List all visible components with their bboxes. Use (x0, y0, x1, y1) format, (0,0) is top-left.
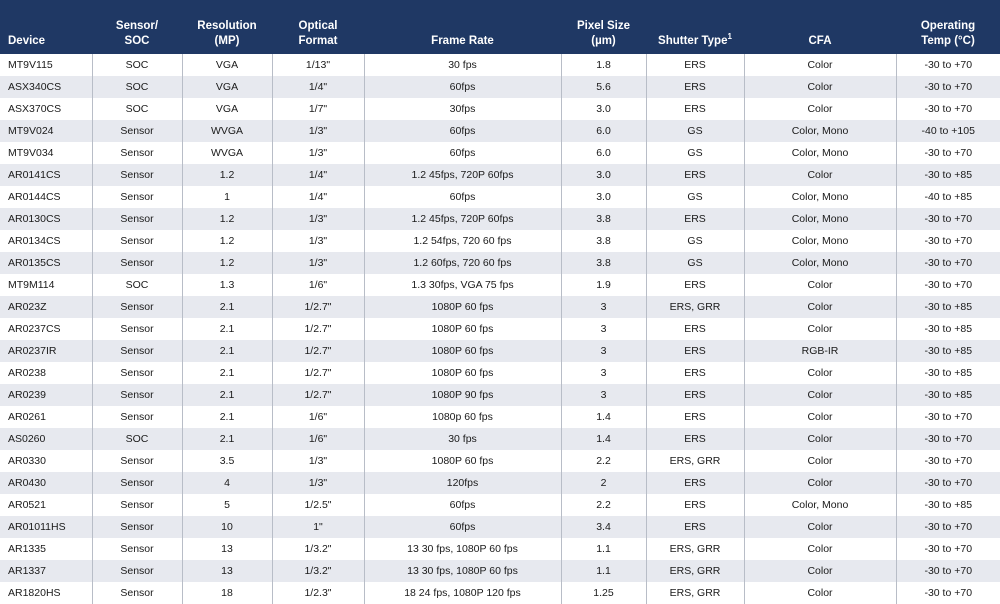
table-cell: ERS (646, 406, 744, 428)
table-cell: 1.25 (561, 582, 646, 604)
table-cell: 2.1 (182, 318, 272, 340)
table-cell: SOC (92, 54, 182, 76)
table-cell: 3 (561, 362, 646, 384)
table-row (0, 164, 1000, 186)
table-cell: Sensor (92, 296, 182, 318)
table-cell: Color, Mono (744, 142, 896, 164)
table-row (0, 142, 1000, 164)
table-cell: -30 to +85 (896, 362, 1000, 384)
table-cell: SOC (92, 98, 182, 120)
table-row (0, 538, 1000, 560)
table-cell: 1.1 (561, 538, 646, 560)
table-cell: 1080P 90 fps (364, 384, 561, 406)
table-cell: 1/2.7" (272, 362, 364, 384)
table-cell: 1.1 (561, 560, 646, 582)
table-cell: 60fps (364, 120, 561, 142)
table-cell: 13 (182, 560, 272, 582)
column-header-pixel-size-line1: Pixel Size (576, 20, 631, 33)
table-cell: WVGA (182, 120, 272, 142)
table-cell: 1/6" (272, 428, 364, 450)
table-cell: 2.1 (182, 296, 272, 318)
device-name-cell: AR0130CS (0, 208, 92, 230)
table-cell: Color, Mono (744, 230, 896, 252)
table-cell: 3 (561, 296, 646, 318)
table-body (0, 54, 1000, 604)
table-cell: 2.1 (182, 384, 272, 406)
table-cell: ERS (646, 384, 744, 406)
table-cell: 60fps (364, 76, 561, 98)
table-cell: Color, Mono (744, 252, 896, 274)
table-cell: 1/2.7" (272, 384, 364, 406)
table-row (0, 516, 1000, 538)
device-name-cell: AR0521 (0, 494, 92, 516)
table-row (0, 54, 1000, 76)
table-cell: 30 fps (364, 428, 561, 450)
table-cell: GS (646, 252, 744, 274)
table-cell: 1.2 60fps, 720 60 fps (364, 252, 561, 274)
table-row (0, 384, 1000, 406)
table-cell: -30 to +70 (896, 54, 1000, 76)
table-cell: Color (744, 560, 896, 582)
table-cell: 3 (561, 318, 646, 340)
column-header-pixel-size-line2: (µm) (591, 34, 616, 47)
table-cell: GS (646, 120, 744, 142)
table-cell: 1/3" (272, 252, 364, 274)
column-header-resolution (182, 0, 272, 54)
device-name-cell: AR0330 (0, 450, 92, 472)
table-cell: Color (744, 384, 896, 406)
column-header-cfa (744, 0, 896, 54)
table-row (0, 274, 1000, 296)
table-cell: Sensor (92, 142, 182, 164)
table-cell: 3.8 (561, 208, 646, 230)
table-row (0, 362, 1000, 384)
column-header-shutter-type (646, 0, 744, 54)
table-cell: -30 to +70 (896, 472, 1000, 494)
table-cell: 6.0 (561, 120, 646, 142)
device-name-cell: MT9V034 (0, 142, 92, 164)
table-cell: -30 to +70 (896, 142, 1000, 164)
table-cell: ERS (646, 428, 744, 450)
table-cell: 2.2 (561, 494, 646, 516)
table-cell: Sensor (92, 538, 182, 560)
device-name-cell: AR01011HS (0, 516, 92, 538)
table-cell: 1.4 (561, 406, 646, 428)
device-name-cell: AR0261 (0, 406, 92, 428)
table-cell: 1080P 60 fps (364, 296, 561, 318)
table-cell: 60fps (364, 494, 561, 516)
table-cell: 18 (182, 582, 272, 604)
column-header-shutter-type-line1: Shutter Type (658, 34, 728, 47)
table-cell: ERS (646, 54, 744, 76)
table-cell: 1/2.7" (272, 318, 364, 340)
table-row (0, 120, 1000, 142)
table-cell: 1.3 30fps, VGA 75 fps (364, 274, 561, 296)
table-cell: RGB-IR (744, 340, 896, 362)
table-cell: 4 (182, 472, 272, 494)
table-cell: Color (744, 318, 896, 340)
table-cell: ERS, GRR (646, 582, 744, 604)
table-cell: ERS, GRR (646, 296, 744, 318)
table-cell: 1.2 54fps, 720 60 fps (364, 230, 561, 252)
table-cell: 1/3" (272, 472, 364, 494)
table-cell: ERS (646, 516, 744, 538)
table-cell: ERS (646, 208, 744, 230)
table-cell: 1.8 (561, 54, 646, 76)
table-cell: 60fps (364, 142, 561, 164)
table-cell: Sensor (92, 208, 182, 230)
table-row (0, 428, 1000, 450)
table-cell: -30 to +70 (896, 76, 1000, 98)
table-cell: Sensor (92, 472, 182, 494)
device-name-cell: MT9V115 (0, 54, 92, 76)
table-cell: 1080p 60 fps (364, 406, 561, 428)
table-cell: 120fps (364, 472, 561, 494)
table-cell: ERS, GRR (646, 450, 744, 472)
table-cell: VGA (182, 98, 272, 120)
table-cell: ERS (646, 472, 744, 494)
table-cell: 1/3.2" (272, 560, 364, 582)
table-row (0, 582, 1000, 604)
column-header-sensor-soc (92, 0, 182, 54)
table-cell: 1/13" (272, 54, 364, 76)
table-cell: 30fps (364, 98, 561, 120)
table-cell: 1080P 60 fps (364, 318, 561, 340)
table-cell: -30 to +70 (896, 274, 1000, 296)
table-cell: 1/3" (272, 142, 364, 164)
table-cell: 1/2.7" (272, 296, 364, 318)
table-cell: -30 to +70 (896, 252, 1000, 274)
table-cell: Color (744, 406, 896, 428)
table-cell: Color (744, 472, 896, 494)
column-header-pixel-size (561, 0, 646, 54)
column-header-cfa-line1: CFA (808, 34, 832, 47)
table-cell: Sensor (92, 230, 182, 252)
table-cell: Color (744, 516, 896, 538)
device-name-cell: AR0430 (0, 472, 92, 494)
column-header-operating-temp (896, 0, 1000, 54)
table-cell: 1.3 (182, 274, 272, 296)
table-cell: 1.2 (182, 208, 272, 230)
table-cell: 3.8 (561, 252, 646, 274)
table-cell: -30 to +85 (896, 494, 1000, 516)
table-cell: GS (646, 230, 744, 252)
table-cell: 1/2.7" (272, 340, 364, 362)
table-cell: 30 fps (364, 54, 561, 76)
column-header-device-line1: Device (8, 34, 46, 47)
column-header-frame-rate (364, 0, 561, 54)
device-name-cell: AR1820HS (0, 582, 92, 604)
table-cell: ERS (646, 494, 744, 516)
table-cell: Sensor (92, 164, 182, 186)
table-cell: Sensor (92, 318, 182, 340)
table-cell: 13 30 fps, 1080P 60 fps (364, 560, 561, 582)
device-name-cell: AR0237CS (0, 318, 92, 340)
table-cell: GS (646, 142, 744, 164)
table-cell: 1/3.2" (272, 538, 364, 560)
table-cell: -30 to +70 (896, 230, 1000, 252)
table-cell: 2.1 (182, 362, 272, 384)
table-cell: Color (744, 54, 896, 76)
table-row (0, 76, 1000, 98)
table-cell: Color (744, 164, 896, 186)
table-cell: SOC (92, 428, 182, 450)
table-cell: 1080P 60 fps (364, 450, 561, 472)
column-header-optical-format-line1: Optical (298, 20, 338, 33)
device-name-cell: AR023Z (0, 296, 92, 318)
table-cell: ERS (646, 362, 744, 384)
table-cell: 3 (561, 384, 646, 406)
table-cell: Color (744, 274, 896, 296)
table-cell: Color (744, 98, 896, 120)
table-cell: Color (744, 582, 896, 604)
table-cell: 1.2 45fps, 720P 60fps (364, 164, 561, 186)
table-row (0, 340, 1000, 362)
table-cell: 1" (272, 516, 364, 538)
table-cell: 13 30 fps, 1080P 60 fps (364, 538, 561, 560)
table-cell: -30 to +70 (896, 208, 1000, 230)
table-cell: ERS (646, 76, 744, 98)
table-header (0, 0, 1000, 54)
table-cell: Color (744, 362, 896, 384)
table-cell: -30 to +85 (896, 296, 1000, 318)
table-cell: 3 (561, 340, 646, 362)
table-cell: 1080P 60 fps (364, 340, 561, 362)
table-cell: Color, Mono (744, 494, 896, 516)
column-header-optical-format (272, 0, 364, 54)
table-cell: 3.5 (182, 450, 272, 472)
table-cell: -30 to +70 (896, 560, 1000, 582)
table-cell: 1/6" (272, 406, 364, 428)
column-header-resolution-line2: (MP) (214, 34, 240, 47)
column-header-device (0, 0, 92, 54)
device-name-cell: AR0239 (0, 384, 92, 406)
column-header-resolution-line1: Resolution (197, 20, 257, 33)
table-cell: 2.1 (182, 406, 272, 428)
table-cell: 6.0 (561, 142, 646, 164)
table-cell: 5.6 (561, 76, 646, 98)
table-cell: -30 to +85 (896, 340, 1000, 362)
table-cell: 60fps (364, 186, 561, 208)
table-row (0, 296, 1000, 318)
table-cell: Color (744, 538, 896, 560)
table-cell: Sensor (92, 252, 182, 274)
table-cell: 1.2 (182, 164, 272, 186)
table-cell: 1 (182, 186, 272, 208)
table-cell: 2.2 (561, 450, 646, 472)
table-row (0, 472, 1000, 494)
table-cell: ERS, GRR (646, 560, 744, 582)
table-cell: SOC (92, 274, 182, 296)
table-row (0, 560, 1000, 582)
table-cell: 3.0 (561, 186, 646, 208)
table-cell: ERS (646, 164, 744, 186)
table-cell: ERS (646, 340, 744, 362)
table-cell: 1.9 (561, 274, 646, 296)
table-cell: Sensor (92, 186, 182, 208)
table-cell: 1/2.5" (272, 494, 364, 516)
column-header-sensor-soc-line2: SOC (124, 34, 150, 47)
table-cell: VGA (182, 54, 272, 76)
device-name-cell: ASX370CS (0, 98, 92, 120)
column-header-frame-rate-line1: Frame Rate (431, 34, 494, 47)
device-name-cell: ASX340CS (0, 76, 92, 98)
table-cell: ERS, GRR (646, 538, 744, 560)
device-name-cell: AR1337 (0, 560, 92, 582)
device-name-cell: MT9V024 (0, 120, 92, 142)
table-cell: VGA (182, 76, 272, 98)
table-row (0, 318, 1000, 340)
table-cell: 3.0 (561, 98, 646, 120)
table-cell: 1/4" (272, 186, 364, 208)
table-cell: -30 to +70 (896, 582, 1000, 604)
device-name-cell: MT9M114 (0, 274, 92, 296)
device-name-cell: AR0134CS (0, 230, 92, 252)
table-cell: 60fps (364, 516, 561, 538)
column-header-sensor-soc-line1: Sensor/ (115, 20, 159, 33)
device-name-cell: AR0135CS (0, 252, 92, 274)
table-cell: Color, Mono (744, 120, 896, 142)
table-cell: 1/4" (272, 164, 364, 186)
table-cell: -40 to +85 (896, 186, 1000, 208)
column-header-optical-format-line2: Format (298, 34, 338, 47)
table-cell: Color (744, 76, 896, 98)
table-cell: 1.2 (182, 230, 272, 252)
table-cell: 1/2.3" (272, 582, 364, 604)
table-header-row (0, 0, 1000, 54)
table-cell: 3.8 (561, 230, 646, 252)
table-cell: 1/3" (272, 450, 364, 472)
table-cell: 18 24 fps, 1080P 120 fps (364, 582, 561, 604)
table-cell: Sensor (92, 384, 182, 406)
table-cell: WVGA (182, 142, 272, 164)
table-cell: ERS (646, 274, 744, 296)
table-cell: Sensor (92, 494, 182, 516)
table-row (0, 450, 1000, 472)
table-cell: Color (744, 296, 896, 318)
table-cell: 1/3" (272, 208, 364, 230)
device-name-cell: AR0141CS (0, 164, 92, 186)
device-name-cell: AR0238 (0, 362, 92, 384)
table-cell: -30 to +85 (896, 384, 1000, 406)
table-row (0, 186, 1000, 208)
table-cell: Color (744, 450, 896, 472)
table-cell: 1/3" (272, 120, 364, 142)
table-cell: -30 to +85 (896, 164, 1000, 186)
table-cell: Sensor (92, 516, 182, 538)
table-cell: Color (744, 428, 896, 450)
footnote-marker: 1 (727, 31, 732, 41)
table-row (0, 406, 1000, 428)
table-cell: -30 to +70 (896, 516, 1000, 538)
table-row (0, 494, 1000, 516)
table-cell: GS (646, 186, 744, 208)
table-cell: Sensor (92, 582, 182, 604)
table-cell: Sensor (92, 406, 182, 428)
table-row (0, 230, 1000, 252)
table-cell: -40 to +105 (896, 120, 1000, 142)
table-cell: SOC (92, 76, 182, 98)
table-row (0, 208, 1000, 230)
column-header-operating-temp-line1: Operating (920, 20, 976, 33)
device-name-cell: AR0144CS (0, 186, 92, 208)
table-cell: 2.1 (182, 340, 272, 362)
table-cell: Sensor (92, 362, 182, 384)
table-cell: 2 (561, 472, 646, 494)
table-cell: 3.4 (561, 516, 646, 538)
table-cell: 1.4 (561, 428, 646, 450)
table-cell: -30 to +70 (896, 538, 1000, 560)
table-cell: -30 to +70 (896, 98, 1000, 120)
table-cell: 3.0 (561, 164, 646, 186)
table-cell: Sensor (92, 340, 182, 362)
table-cell: 1.2 (182, 252, 272, 274)
table-cell: Sensor (92, 450, 182, 472)
table-cell: ERS (646, 98, 744, 120)
table-cell: 1/7" (272, 98, 364, 120)
table-cell: 1/3" (272, 230, 364, 252)
table-cell: Sensor (92, 120, 182, 142)
table-cell: Color, Mono (744, 186, 896, 208)
column-header-operating-temp-line2: Temp (°C) (921, 34, 975, 47)
table-cell: -30 to +85 (896, 318, 1000, 340)
table-cell: Color, Mono (744, 208, 896, 230)
table-cell: Sensor (92, 560, 182, 582)
device-name-cell: AS0260 (0, 428, 92, 450)
table-cell: 1/6" (272, 274, 364, 296)
table-cell: 1/4" (272, 76, 364, 98)
table-cell: ERS (646, 318, 744, 340)
table-cell: 5 (182, 494, 272, 516)
device-name-cell: AR1335 (0, 538, 92, 560)
table-cell: 1.2 45fps, 720P 60fps (364, 208, 561, 230)
table-cell: -30 to +70 (896, 428, 1000, 450)
table-cell: -30 to +70 (896, 406, 1000, 428)
table-cell: 10 (182, 516, 272, 538)
table-cell: -30 to +70 (896, 450, 1000, 472)
table-row (0, 252, 1000, 274)
table-cell: 2.1 (182, 428, 272, 450)
table-cell: 13 (182, 538, 272, 560)
table-cell: 1080P 60 fps (364, 362, 561, 384)
device-name-cell: AR0237IR (0, 340, 92, 362)
table-row (0, 98, 1000, 120)
